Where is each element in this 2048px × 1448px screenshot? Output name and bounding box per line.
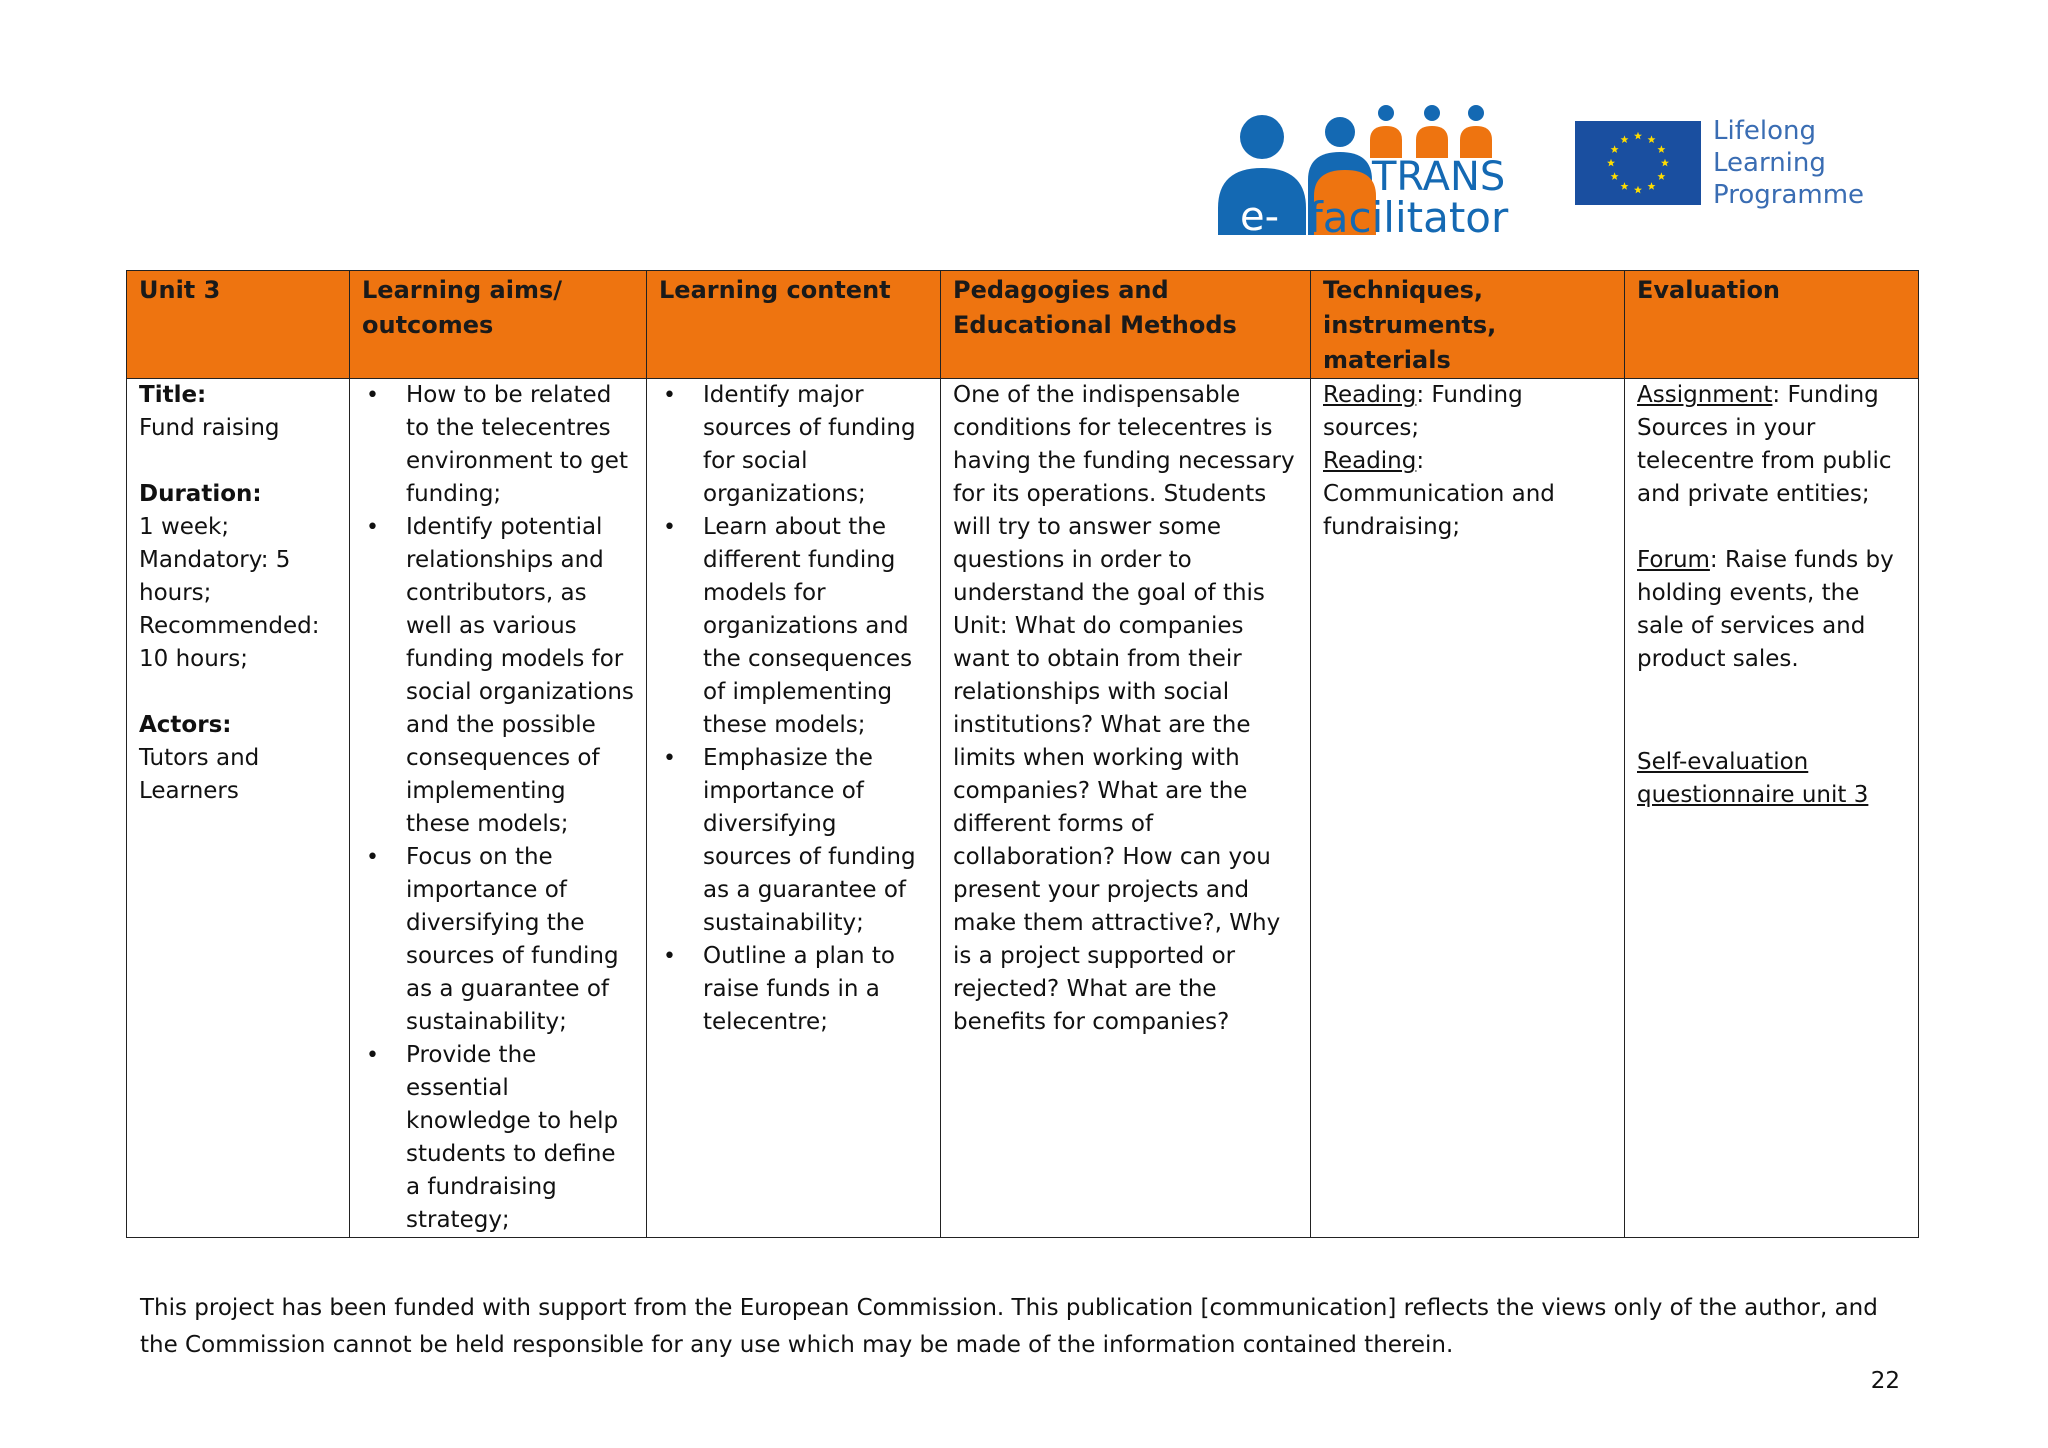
learning-content-list (659, 379, 928, 1039)
title-label: Title: (139, 382, 207, 408)
technique-item (1323, 379, 1612, 445)
list-item: • Focus on the importance of diversifying the sources of funding as a guarantee of sustainability; (362, 841, 634, 1039)
technique-item (1323, 445, 1612, 544)
technique-label: Reading (1323, 448, 1417, 474)
etrans-facilitator-logo (1210, 100, 1510, 240)
llp-line-2: Learning (1713, 148, 1826, 178)
forum-text: : Raise funds by holding events, the sale of services and product sales. (1637, 547, 1894, 672)
llp-line-3: Programme (1713, 180, 1865, 210)
title-value: Fund raising (139, 415, 280, 441)
funding-disclaimer: This project has been funded with support from the European Commission. This publication [communication] reflects the views only of the author, and the Commission cannot be held responsible for any use which may be made of the information contained therein. (140, 1295, 1878, 1358)
header-unit: Unit 3 (127, 271, 350, 379)
learning-aims-cell (350, 379, 647, 1238)
list-item: • How to be related to the telecentres environment to get funding; (362, 379, 634, 511)
pedagogies-text: One of the indispensable conditions for telecentres is having the funding necessary for its operations. Students will try to answer some questions in order to understand the goal of this Unit: What do companies want to obtain from their relationships with social institutions? What are the limits when working with companies? What are the different forms of collaboration? How can you present your projects and make them attractive?, Why is a project supported or rejected? What are the benefits for companies? (953, 382, 1295, 1035)
list-item: • Identify potential relationships and contributors, as well as various funding models for social organizations and the possible consequences of implementing these models; (362, 511, 634, 841)
pedagogies-cell (941, 379, 1311, 1238)
unit-info-cell (127, 379, 350, 1238)
evaluation-cell (1625, 379, 1919, 1238)
assignment-label: Assignment (1637, 382, 1773, 408)
table-header-row (127, 271, 1919, 379)
eu-flag-icon (1575, 121, 1701, 205)
list-item: • Learn about the different funding models for organizations and the consequences of implementing these models; (659, 511, 928, 742)
header-learning-content: Learning content (647, 271, 941, 379)
list-item: • Outline a plan to raise funds in a telecentre; (659, 940, 928, 1039)
learning-content-cell (647, 379, 941, 1238)
duration-line: 1 week; (139, 514, 230, 540)
self-evaluation-link[interactable]: Self-evaluation questionnaire unit 3 (1637, 749, 1869, 808)
table-row (127, 379, 1919, 1238)
header-evaluation: Evaluation (1625, 271, 1919, 379)
eu-llp-logo (1575, 115, 1875, 215)
page-number: 22 (1870, 1368, 1900, 1394)
technique-text: : Communication and fundraising; (1323, 448, 1555, 540)
header-learning-aims: Learning aims/ outcomes (350, 271, 647, 379)
duration-line: Mandatory: 5 hours; (139, 547, 291, 606)
llp-text (1713, 115, 1864, 211)
duration-label: Duration: (139, 481, 262, 507)
llp-line-1: Lifelong (1713, 116, 1816, 146)
list-item: • Provide the essential knowledge to help students to define a fundraising strategy; (362, 1039, 634, 1237)
assignment-text: : Funding Sources in your telecentre from public and private entities; (1637, 382, 1892, 507)
duration-line: Recommended: 10 hours; (139, 613, 320, 672)
logo-word-trans: TRANS (1372, 154, 1506, 200)
actors-label: Actors: (139, 712, 232, 738)
technique-label: Reading (1323, 382, 1417, 408)
forum-item (1637, 544, 1906, 676)
unit-table (126, 270, 1919, 1238)
header-techniques: Techniques, instruments, materials (1311, 271, 1625, 379)
header-pedagogies: Pedagogies and Educational Methods (941, 271, 1311, 379)
actors-value: Tutors and Learners (139, 745, 260, 804)
logo-word-facilitator: facilitator (1308, 193, 1509, 240)
list-item: • Identify major sources of funding for social organizations; (659, 379, 928, 511)
list-item: • Emphasize the importance of diversifying sources of funding as a guarantee of sustainability; (659, 742, 928, 940)
assignment-item (1637, 379, 1906, 511)
logo-prefix-e: e- (1240, 194, 1280, 240)
technique-text: : Funding sources; (1323, 382, 1523, 441)
learning-aims-list (362, 379, 634, 1237)
techniques-cell (1311, 379, 1625, 1238)
forum-label: Forum (1637, 547, 1710, 573)
